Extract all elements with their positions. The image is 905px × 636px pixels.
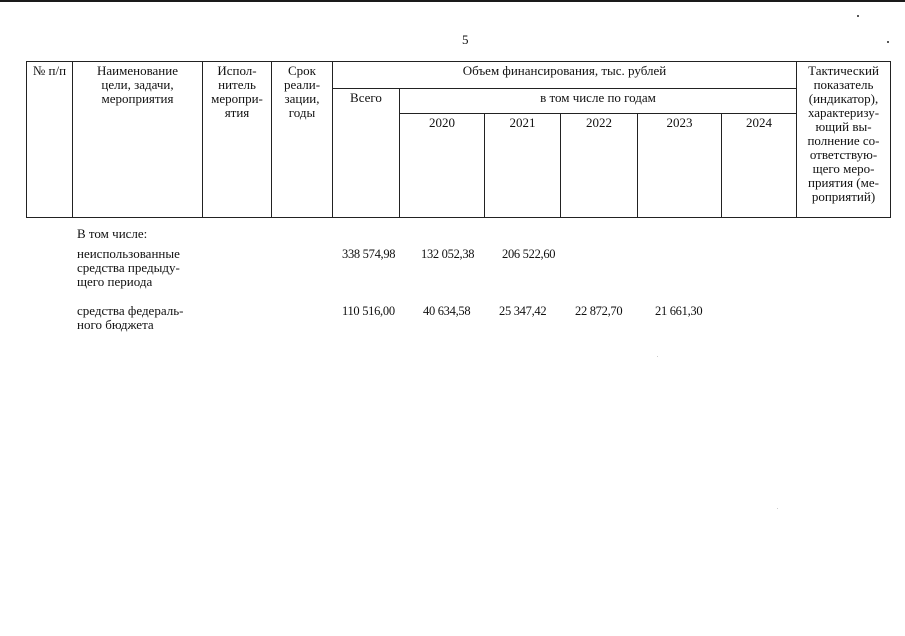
col-header-executor: Испол- нитель меропри- ятия [203, 62, 272, 218]
col-header-year-2024: 2024 [722, 114, 797, 218]
scan-speck [887, 41, 889, 43]
row-value-2021: 206 522,60 [502, 247, 556, 261]
row-label: неиспользованные средства предыду- щего периода [77, 246, 180, 289]
row-value-2021: 25 347,42 [499, 304, 547, 318]
row-value-2020: 132 052,38 [421, 247, 475, 261]
col-header-indicator: Тактический показатель (индикатор), характеризу- ющий вы- полнение со- ответствую- щего меро- приятия (ме- роприятий) [797, 62, 891, 218]
page-top-border [0, 0, 905, 2]
col-header-year-2023: 2023 [638, 114, 722, 218]
row-value-2020: 40 634,58 [423, 304, 471, 318]
col-header-year-2021: 2021 [485, 114, 561, 218]
col-header-number: № п/п [27, 62, 73, 218]
scan-speck [657, 356, 658, 357]
row-value-2023: 21 661,30 [655, 304, 703, 318]
col-header-term: Срок реали- зации, годы [272, 62, 333, 218]
scan-speck [857, 15, 859, 17]
financing-table-header [26, 61, 891, 218]
col-header-total: Всего [333, 89, 400, 218]
row-total: 338 574,98 [342, 247, 396, 261]
scan-speck [777, 508, 778, 509]
col-header-financing: Объем финансирования, тыс. рублей [333, 62, 797, 89]
row-total: 110 516,00 [342, 304, 395, 318]
col-header-year-2020: 2020 [400, 114, 485, 218]
col-header-name: Наименование цели, задачи, мероприятия [73, 62, 203, 218]
row-label: средства федераль- ного бюджета [77, 303, 184, 332]
including-label: В том числе: [77, 226, 148, 241]
page-number: 5 [462, 32, 469, 47]
col-header-year-2022: 2022 [561, 114, 638, 218]
row-value-2022: 22 872,70 [575, 304, 623, 318]
col-header-by-years: в том числе по годам [400, 89, 797, 114]
